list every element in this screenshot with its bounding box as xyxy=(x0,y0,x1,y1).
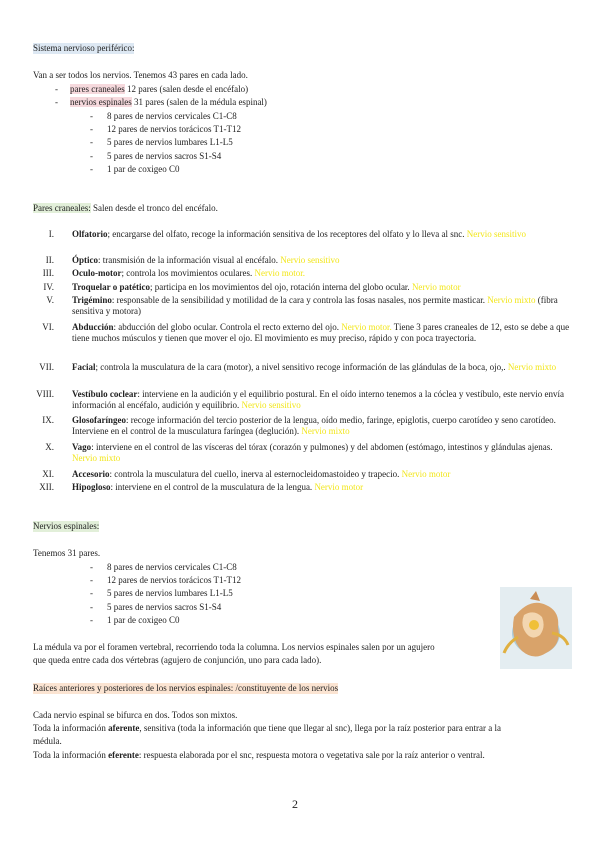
sub-list-item: 5 pares de nervios lumbares L1-L5 xyxy=(107,137,233,147)
nerve-extra: (fibra sensitiva y motora) xyxy=(72,295,558,316)
nerve-extra: Tiene 3 pares craneales de 12, esto se debe a que tiene muchos músculos y tienen que mover el ojo. El movimiento es muy preciso, rápido y con poca trayectoria. xyxy=(72,322,570,343)
nerve-type-tag: Nervio motor xyxy=(411,282,461,292)
nerve-desc: : recoge información del tercio posterior de la lengua, oído medio, faringe, epiglotis, cuerpo carotídeo y seno carotídeo. Interviene en el control de la musculatura faríngea (deglución). xyxy=(72,415,556,436)
nerve-entry-accesorio xyxy=(72,469,570,480)
bullet-dash: - xyxy=(55,97,58,107)
paragraph-line-eferente xyxy=(33,750,485,761)
bullet-dash: - xyxy=(90,137,93,147)
nerve-name: Abducción xyxy=(72,322,114,332)
sub-list-item: 12 pares de nervios torácicos T1-T12 xyxy=(107,124,242,134)
nerve-name: Hipogloso xyxy=(72,482,111,492)
nerve-number: XI. xyxy=(42,469,54,479)
bullet-dash: - xyxy=(90,615,93,625)
nerve-type-tag: Nervio motor. xyxy=(254,268,305,278)
nerve-type-tag: Nervio sensitivo xyxy=(280,255,340,265)
nerve-entry-optico xyxy=(72,255,570,266)
intro-text: Tenemos 31 pares. xyxy=(33,548,101,558)
highlighted-term: nervios espinales xyxy=(70,97,132,107)
nerve-desc: : controla la musculatura del cuello, inerva al esternocleidomastoideo y trapecio. xyxy=(109,469,400,479)
nerve-entry-abduccion xyxy=(72,322,570,344)
sub-list-item: 1 par de coxigeo C0 xyxy=(107,615,180,625)
heading-rest: Salen desde el tronco del encéfalo. xyxy=(90,203,218,213)
bullet-dash: - xyxy=(90,602,93,612)
nerve-type-tag: Nervio mixto xyxy=(301,426,350,436)
nerve-number: VII. xyxy=(39,362,54,372)
heading-highlight: Pares craneales: xyxy=(33,203,91,213)
item-text: 31 pares (salen de la médula espinal) xyxy=(131,97,267,107)
text-part: : respuesta elaborada por el snc, respuesta motora o vegetativa sale por la raíz anterior o ventral. xyxy=(138,750,485,760)
nerve-type-tag: Nervio mixto xyxy=(507,362,557,372)
section-heading-sistema-nervioso: Sistema nervioso periférico: xyxy=(33,43,135,53)
paragraph-line: que queda entre cada dos vértebras (agujero de conjunción, uno para cada lado). xyxy=(33,655,322,665)
nerve-name: Vestíbulo coclear xyxy=(72,389,138,399)
vertebra-drawing xyxy=(500,587,572,669)
nerve-entry-glosofaringeo xyxy=(72,415,570,437)
nerve-type-tag: Nervio motor. xyxy=(341,322,392,332)
bullet-dash: - xyxy=(90,151,93,161)
nerve-number: IV. xyxy=(43,282,54,292)
section-heading-nervios-espinales: Nervios espinales: xyxy=(33,521,100,531)
nerve-name: Oculo-motor xyxy=(72,268,122,278)
paragraph-line: Cada nervio espinal se bifurca en dos. Todos son mixtos. xyxy=(33,710,238,720)
nerve-type-tag: Nervio motor xyxy=(401,469,451,479)
bullet-dash: - xyxy=(90,111,93,121)
nerve-type-tag: Nervio motor xyxy=(314,482,364,492)
nerve-type-tag: Nervio sensitivo xyxy=(241,400,301,410)
nerve-entry-trigemino xyxy=(72,295,570,317)
bullet-dash: - xyxy=(90,164,93,174)
nerve-number: III. xyxy=(42,268,54,278)
vertebra-illustration xyxy=(500,587,572,669)
nerve-name: Facial xyxy=(72,362,96,372)
nerve-entry-facial xyxy=(72,362,570,373)
nerve-name: Olfatorio xyxy=(72,229,108,239)
nerve-number: V. xyxy=(46,295,54,305)
nerve-desc: : responsable de la sensibilidad y motilidad de la cara y controla las fosas nasales, nos permite masticar. xyxy=(111,295,485,305)
list-item-nervios-espinales xyxy=(70,97,267,108)
nerve-desc: : interviene en el control de las vísceras del tórax (corazón y pulmones) y del abdomen (estómago, intestinos y glándulas ajenas. xyxy=(91,442,553,452)
bullet-dash: - xyxy=(90,124,93,134)
intro-text: Van a ser todos los nervios. Tenemos 43 pares en cada lado. xyxy=(33,70,248,80)
nerve-type-tag: Nervio mixto xyxy=(487,295,536,305)
sub-list-item: 12 pares de nervios torácicos T1-T12 xyxy=(107,575,242,585)
section-heading-raices: Raíces anteriores y posteriores de los nervios espinales: /constituyente de los nervios xyxy=(33,683,339,693)
paragraph-line: La médula va por el foramen vertebral, recorriendo toda la columna. Los nervios espinales salen por un agujero xyxy=(33,642,435,652)
nerve-entry-olfatorio xyxy=(72,229,570,240)
nerve-desc: ; controla la musculatura de la cara (motor), a nivel sensitivo recoge información de las glándulas de la boca, ojo,. xyxy=(95,362,506,372)
text-part: , sensitiva (toda la información que tiene que llegar al snc), llega por la raíz posterior para entrar a la xyxy=(139,723,502,733)
nerve-entry-vago xyxy=(72,442,570,464)
nerve-number: I. xyxy=(48,229,54,239)
paragraph-line-aferente xyxy=(33,723,501,734)
text-part: Toda la información xyxy=(33,750,109,760)
nerve-desc: ; participa en los movimientos del ojo, rotación interna del globo ocular. xyxy=(150,282,410,292)
list-item-pares-craneales xyxy=(70,84,248,95)
nerve-name: Troquelar o patético xyxy=(72,282,150,292)
bullet-dash: - xyxy=(55,84,58,94)
bold-term: aferente xyxy=(108,723,140,733)
sub-list-item: 5 pares de nervios sacros S1-S4 xyxy=(107,602,222,612)
sub-list-item: 8 pares de nervios cervicales C1-C8 xyxy=(107,562,237,572)
nerve-name: Glosofaríngeo xyxy=(72,415,126,425)
nerve-entry-oculomotor xyxy=(72,268,570,279)
nerve-number: II. xyxy=(45,255,54,265)
sub-list-item: 5 pares de nervios sacros S1-S4 xyxy=(107,151,222,161)
nerve-number: X. xyxy=(45,442,54,452)
nerve-number: VI. xyxy=(42,322,54,332)
sub-list-item: 8 pares de nervios cervicales C1-C8 xyxy=(107,111,237,121)
nerve-name: Óptico xyxy=(72,255,98,265)
nerve-type-tag: Nervio mixto xyxy=(72,453,121,463)
highlighted-term: pares craneales xyxy=(70,84,125,94)
nerve-entry-vestibulo-coclear xyxy=(72,389,570,411)
sub-list-item: 5 pares de nervios lumbares L1-L5 xyxy=(107,588,233,598)
bold-term: eferente xyxy=(108,750,139,760)
nerve-name: Vago xyxy=(72,442,92,452)
nerve-desc: : transmisión de la información visual al encéfalo. xyxy=(98,255,278,265)
text-part: Toda la información xyxy=(33,723,109,733)
nerve-type-tag: Nervio sensitivo xyxy=(466,229,526,239)
bullet-dash: - xyxy=(90,562,93,572)
nerve-number: XII. xyxy=(39,482,54,492)
nerve-name: Accesorio xyxy=(72,469,110,479)
nerve-desc: : abducción del globo ocular. Controla el recto externo del ojo. xyxy=(113,322,339,332)
nerve-number: IX. xyxy=(42,415,54,425)
sub-list-item: 1 par de coxigeo C0 xyxy=(107,164,180,174)
nerve-name: Trigémino xyxy=(72,295,112,305)
item-text: 12 pares (salen desde el encéfalo) xyxy=(124,84,249,94)
nerve-desc: : interviene en el control de la musculatura de la lengua. xyxy=(110,482,313,492)
nerve-number: VIII. xyxy=(36,389,54,399)
bullet-dash: - xyxy=(90,588,93,598)
nerve-entry-troquelar xyxy=(72,282,570,293)
nerve-entry-hipogloso xyxy=(72,482,570,493)
section-heading-pares-craneales xyxy=(33,203,218,214)
paragraph-line: médula. xyxy=(33,736,62,746)
nerve-desc: ; controla los movimientos oculares. xyxy=(121,268,253,278)
page-number: 2 xyxy=(292,797,298,811)
nerve-desc: ; encargarse del olfato, recoge la información sensitiva de los receptores del olfato y lo lleva al snc. xyxy=(107,229,465,239)
bullet-dash: - xyxy=(90,575,93,585)
nerve-desc: : interviene en la audición y el equilibrio postural. En el oído interno tenemos a la cóclea y vestíbulo, este nervio envía información al encéfalo, audición y equilibrio. xyxy=(72,389,565,410)
